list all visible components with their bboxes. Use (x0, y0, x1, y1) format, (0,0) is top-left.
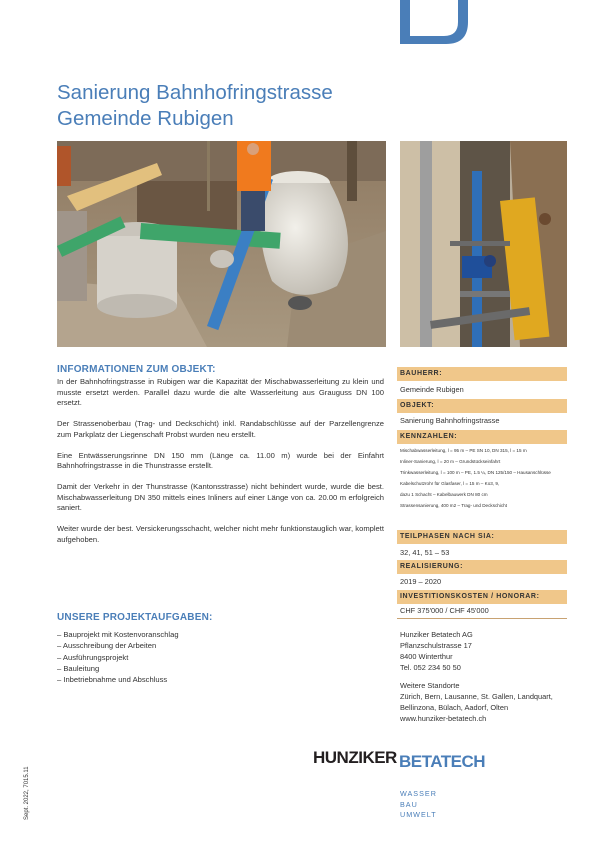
hunziker-betatech-logo (313, 746, 508, 768)
realisierung-value: 2019 – 2020 (400, 577, 442, 586)
info-body (57, 377, 384, 556)
company-name: Hunziker Betatech AG (400, 630, 473, 639)
kennzahl-item: Strassensanierung, 400 m2 – Trag- und Deckschicht (400, 503, 507, 508)
task-item: – Inbetriebnahme und Abschluss (57, 675, 168, 685)
kennzahl-item: Inliner-Sanierung, l = 20 m – Grundstückseinfahrt (400, 459, 501, 464)
tagline-line: BAU (400, 799, 418, 809)
locations-line: Bellinzona, Bülach, Aadorf, Olten (400, 703, 509, 712)
kosten-label: INVESTITIONSKOSTEN / HONORAR: (397, 590, 567, 604)
teilphasen-label: TEILPHASEN NACH SIA: (397, 530, 567, 544)
info-paragraph: Damit der Verkehr in der Thunstrasse (Kantonsstrasse) nicht behindert wurde, wurde die best. Mischabwasserleitung DN 350 mittels eines Inliners auf einer Länge von ca. 20.00 m erfolgreich saniert. (57, 482, 384, 512)
page-title (57, 80, 333, 132)
brand-word-2: BETATECH (399, 752, 486, 768)
construction-photo-trench (400, 141, 567, 347)
info-paragraph: Eine Entwässerungsrinne DN 150 mm (Länge ca. 11.00 m) wurde bei der Einfahrt Bahnhofringstrasse in die Thunstrasse erstellt. (57, 450, 384, 470)
sidebar-divider (397, 618, 567, 619)
company-street: Pflanzschulstrasse 17 (400, 641, 472, 650)
bauherr-label: BAUHERR: (397, 367, 567, 381)
brand-word-1: HUNZIKER (313, 748, 397, 767)
company-phone: Tel. 052 234 50 50 (400, 663, 461, 672)
kosten-value: CHF 375'000 / CHF 45'000 (400, 606, 489, 615)
teilphasen-value: 32, 41, 51 – 53 (400, 548, 450, 557)
tagline-line: WASSER (400, 789, 437, 798)
further-locations-heading: Weitere Standorte (400, 681, 460, 690)
tagline-line: UMWELT (400, 810, 437, 819)
website-link[interactable]: www.hunziker-betatech.ch (400, 714, 487, 723)
contact-block (400, 629, 570, 724)
info-paragraph: Der Strassenoberbau (Trag- und Deckschicht) inkl. Randabschlüsse auf der Parzellengrenze zum Parkplatz der Liegenschaft Probst wurden neu erstellt. (57, 419, 384, 439)
kennzahl-item: dazu 1 Schacht – Kabelbauwerk DN 80 cm (400, 492, 488, 497)
task-item: – Ausführungsprojekt (57, 652, 129, 662)
date-stamp: Sept. 2022, 7015.11 (24, 766, 30, 820)
task-item: – Ausschreibung der Arbeiten (57, 641, 157, 651)
kennzahlen-label: KENNZAHLEN: (397, 430, 567, 444)
realisierung-label: REALISIERUNG: (397, 560, 567, 574)
kennzahl-item: Trinkwasserleitung, l = 100 m – PE, 1.5 ¼, DN 125/150 – Hausanschlüsse (400, 470, 551, 475)
info-paragraph: Weiter wurde der best. Versickerungsschacht, welcher nicht mehr funktionstauglich war, komplett aufgehoben. (57, 524, 384, 544)
brand-tagline (400, 789, 437, 821)
tasks-list (57, 629, 179, 685)
locations-line: Zürich, Bern, Lausanne, St. Gallen, Landquart, (400, 692, 553, 701)
title-line-1: Sanierung Bahnhofringstrasse (57, 81, 333, 104)
title-line-2: Gemeinde Rubigen (57, 107, 234, 130)
task-item: – Bauleitung (57, 663, 100, 673)
construction-photo-main (57, 141, 386, 347)
kennzahl-item: Mischabwasserleitung, l = 95 m – PE SN 10, DN 315, l = 15 m (400, 448, 527, 453)
logo-tab-icon (400, 0, 468, 44)
objekt-label: OBJEKT: (397, 399, 567, 413)
objekt-value: Sanierung Bahnhofringstrasse (400, 416, 500, 425)
bauherr-value: Gemeinde Rubigen (400, 385, 464, 394)
info-paragraph: In der Bahnhofringstrasse in Rubigen war die Kapazität der Mischabwasserleitung zu klein und musste ersetzt werden. Parallel dazu wurde die alte Wasserleitung aus Grauguss DN 100 ersetzt. (57, 377, 384, 407)
task-item: – Bauprojekt mit Kostenvoranschlag (57, 630, 179, 639)
company-city: 8400 Winterthur (400, 652, 453, 661)
kennzahlen-list (400, 448, 568, 514)
tasks-heading: UNSERE PROJEKTAUFGABEN: (57, 612, 213, 623)
kennzahl-item: Kabelschutzrohr für Glasfaser, l = 15 m – Ko3, 9, (400, 481, 500, 486)
info-heading: INFORMATIONEN ZUM OBJEKT: (57, 364, 216, 375)
